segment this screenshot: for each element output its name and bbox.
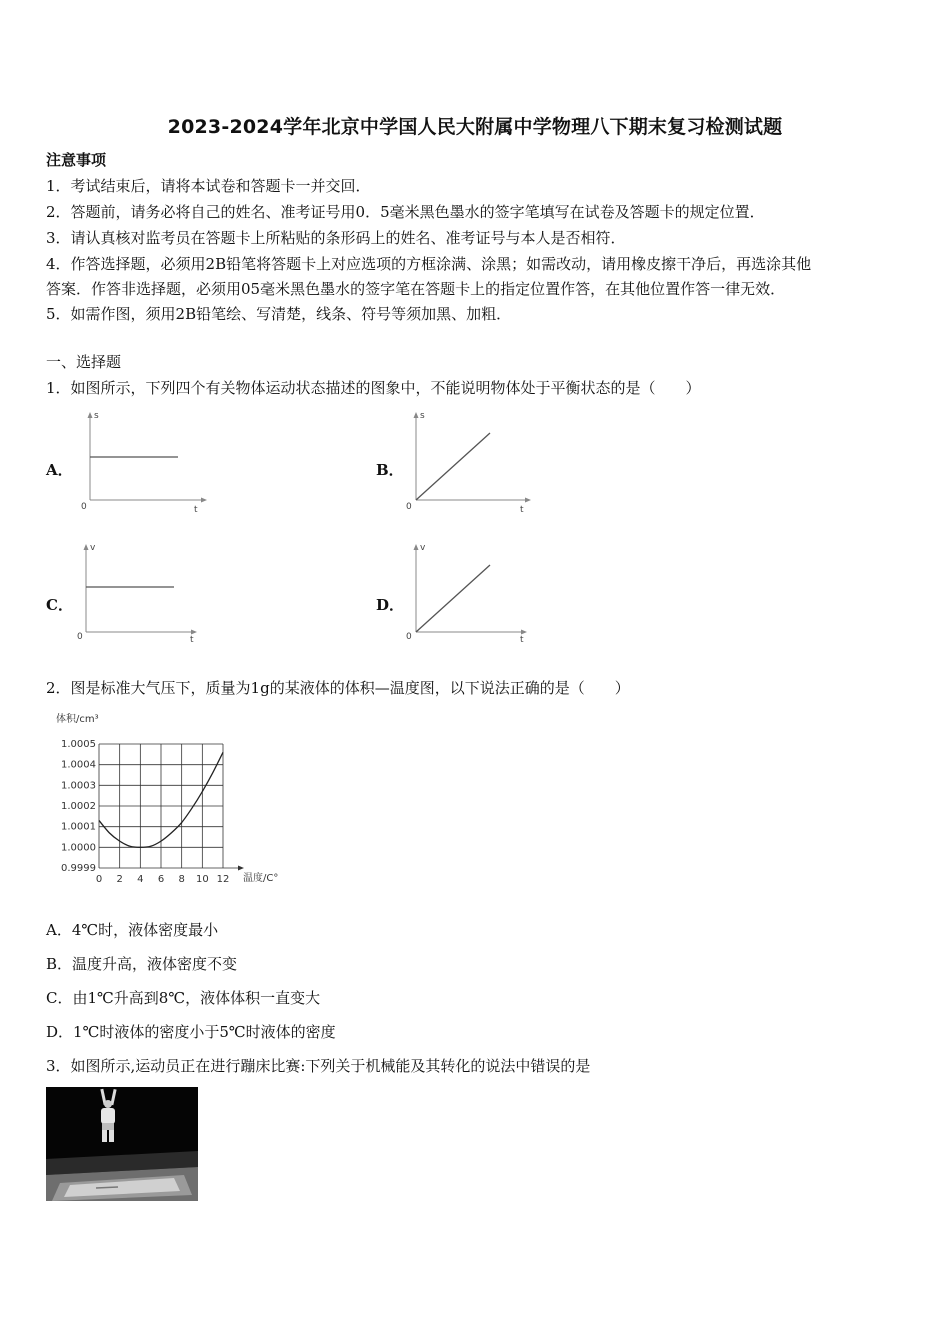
y-tick-label: 1.0003	[61, 780, 96, 792]
y-tick-label: 1.0004	[61, 759, 96, 771]
q1-graph-d	[398, 540, 538, 650]
y-tick-label: 1.0000	[61, 842, 96, 854]
q2-option-a: A．4℃时，液体密度最小	[46, 921, 219, 939]
chart-y-label: 体积/cm³	[56, 714, 99, 725]
y-tick-label: 1.0001	[61, 821, 96, 833]
y-tick-label: 1.0002	[61, 801, 96, 812]
axis-label-v: v	[420, 543, 426, 553]
q1-option-a-label: A．	[46, 461, 73, 479]
notice-item-4-cont: 答案．作答非选择题，必须用05毫米黑色墨水的签字笔在答题卡上的指定位置作答，在其他位置作答一律无效．	[46, 280, 786, 298]
q2-option-d: D．1℃时液体的密度小于5℃时液体的密度	[46, 1023, 336, 1041]
q1-graph-b	[398, 408, 538, 518]
x-tick-label: 0	[95, 874, 103, 885]
page-title: 2023-2024学年北京中学国人民大附属中学物理八下期末复习检测试题	[167, 116, 783, 138]
x-tick-label: 6	[157, 874, 165, 885]
q3-stem: 3．如图所示,运动员正在进行蹦床比赛:下列关于机械能及其转化的说法中错误的是	[46, 1057, 591, 1075]
axis-label-s: s	[420, 411, 425, 421]
axis-label-t: t	[520, 635, 524, 645]
x-tick-label: 2	[116, 874, 123, 885]
notice-item-1: 1．考试结束后，请将本试卷和答题卡一并交回．	[46, 177, 371, 195]
x-axis-arrowhead	[238, 866, 244, 871]
notice-item-5: 5．如需作图，须用2B铅笔绘、写清楚，线条、符号等须加黑、加粗．	[46, 305, 512, 323]
notice-heading: 注意事项	[46, 151, 107, 169]
axis-label-t: t	[194, 505, 198, 515]
trampoline-photo	[46, 1087, 198, 1201]
q1-graph-c	[68, 540, 208, 650]
notice-item-4: 4．作答选择题，必须用2B铅笔将答题卡上对应选项的方框涂满、涂黑；如需改动，请用橡皮擦干净后，再选涂其他	[46, 255, 812, 273]
origin-label: 0	[406, 502, 412, 512]
q1-option-b-label: B．	[376, 461, 404, 479]
x-tick-label: 8	[178, 874, 185, 885]
axis-label-v: v	[90, 543, 96, 553]
section-heading: 一、选择题	[46, 353, 122, 371]
q1-option-c-label: C．	[46, 596, 73, 614]
q1-option-d-label: D．	[376, 596, 405, 614]
q1-stem: 1．如图所示，下列四个有关物体运动状态描述的图象中，不能说明物体处于平衡状态的是（ ）	[46, 379, 701, 397]
y-tick-label: 1.0005	[61, 739, 96, 750]
x-tick-label: 4	[137, 874, 144, 885]
chart-x-label: 温度/C°	[243, 873, 279, 884]
volume-temperature-chart	[46, 708, 296, 888]
axis-label-s: s	[94, 411, 99, 421]
origin-label: 0	[406, 632, 412, 642]
x-tick-label: 12	[216, 874, 230, 885]
notice-item-3: 3．请认真核对监考员在答题卡上所粘贴的条形码上的姓名、准考证号与本人是否相符．	[46, 229, 626, 247]
chart-grid	[99, 744, 244, 871]
axis-label-t: t	[520, 505, 524, 515]
x-tick-label: 10	[195, 874, 209, 885]
origin-label: 0	[81, 502, 87, 512]
q1-graph-a	[72, 408, 212, 518]
q2-stem: 2．图是标准大气压下，质量为1g的某液体的体积—温度图，以下说法正确的是（ ）	[46, 679, 630, 697]
axis-label-t: t	[190, 635, 194, 645]
notice-item-2: 2．答题前，请务必将自己的姓名、准考证号用0．5毫米黑色墨水的签字笔填写在试卷及答题卡的规定位置．	[46, 203, 765, 221]
origin-label: 0	[77, 632, 83, 642]
y-tick-label: 0.9999	[61, 863, 96, 874]
q2-option-b: B．温度升高，液体密度不变	[46, 955, 238, 973]
q2-option-c: C．由1℃升高到8℃，液体体积一直变大	[46, 989, 321, 1007]
